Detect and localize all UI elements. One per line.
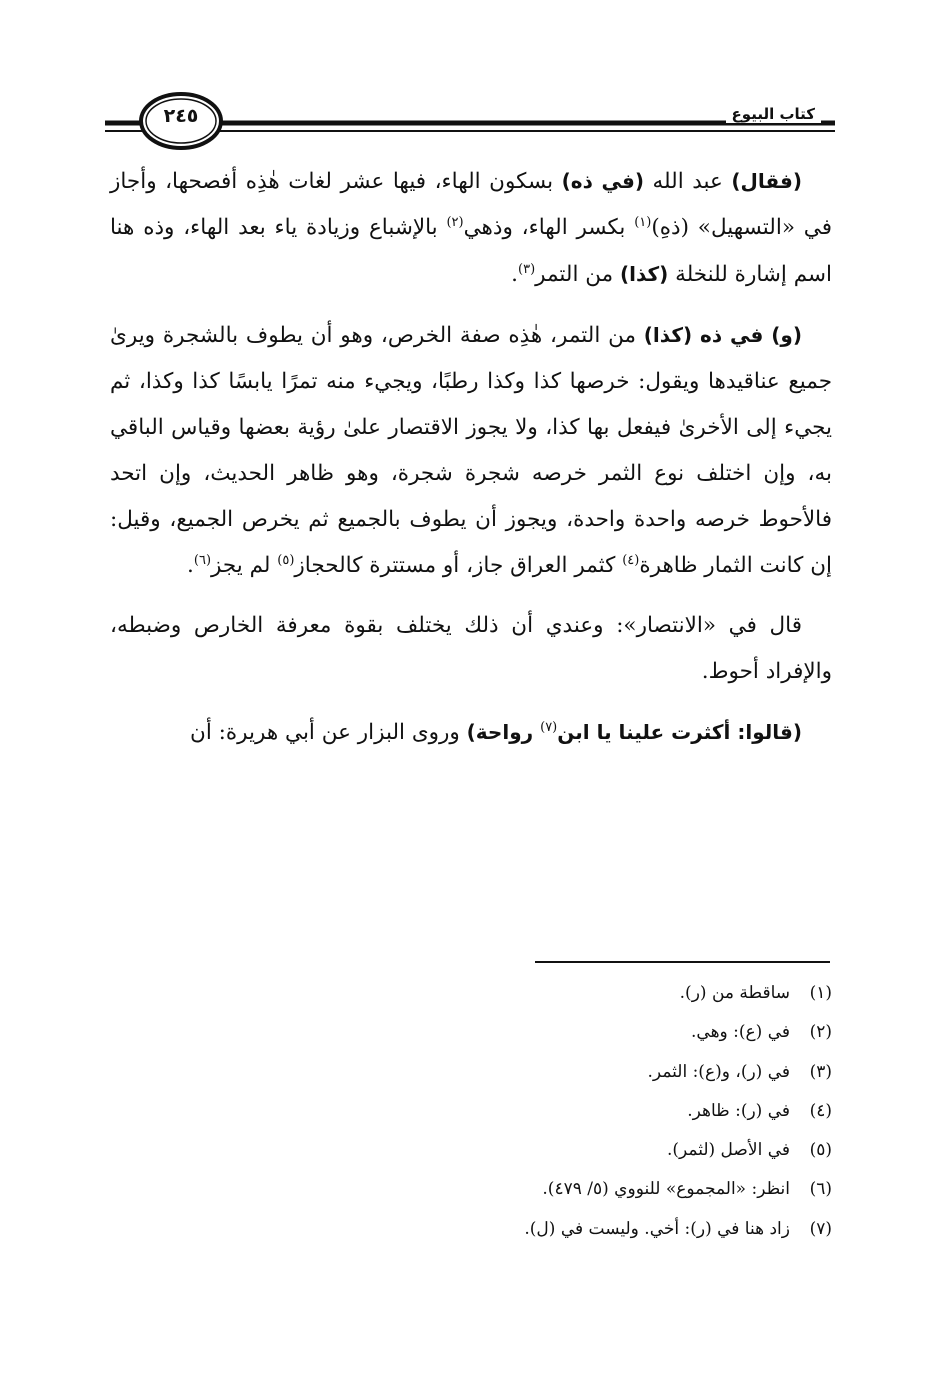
text-run: عبد الله — [643, 169, 732, 194]
footnote-ref: (٣) — [518, 261, 536, 277]
footnote-item — [110, 1013, 832, 1052]
bold-term: (في ذه) — [561, 169, 644, 193]
footnote-ref: (٤) — [622, 552, 640, 568]
footnote-item — [110, 1053, 832, 1092]
footnote-text: في (ر)، و(ع): الثمر. — [647, 1061, 790, 1082]
text-run: وروى البزار عن أبي هريرة: أن — [190, 720, 467, 745]
bold-term: (و) في ذه (كذا) — [643, 323, 802, 347]
text-run: . — [511, 262, 518, 287]
footnote-number: (٧) — [809, 1218, 832, 1239]
footnote-text: في (ع): وهي. — [691, 1022, 790, 1043]
text-run: . — [187, 553, 194, 578]
header-ornament-rule — [105, 92, 835, 162]
footnote-separator — [535, 961, 830, 963]
footnote-ref: (٢) — [446, 214, 464, 230]
text-run: بسكون الهاء، فيها عشر لغات هٰذِه أفصحها، وأجاز في «التسهيل» (ذهِ) — [110, 169, 832, 240]
text-run: من التمر — [535, 262, 620, 287]
footnote-text: زاد هنا في (ر): أخي. وليست في (ل). — [524, 1218, 790, 1239]
footnote-text: في الأصل (لثمر). — [666, 1140, 790, 1161]
footnote-text: في (ر): ظاهر. — [687, 1100, 790, 1121]
bold-term: (قالوا: أكثرت علينا يا ابن — [557, 720, 802, 744]
footnote-text: انظر: «المجموع» للنووي (٥/ ٤٧٩). — [542, 1179, 790, 1200]
footnote-ref: (١) — [634, 214, 652, 230]
footnote-ref: (٧) — [540, 719, 558, 735]
paragraph — [110, 158, 832, 298]
page-number: ٢٤٥ — [163, 105, 199, 127]
text-run: بالإشباع وزيادة ياء بعد الهاء، وذه هنا اسم إشارة للنخلة — [110, 215, 832, 287]
footnote-item — [110, 974, 832, 1013]
footnotes — [110, 974, 832, 1249]
main-text — [110, 158, 832, 770]
footnote-number: (٦) — [809, 1179, 832, 1200]
bold-term: (فقال) — [731, 169, 802, 193]
footnote-item — [110, 1210, 832, 1249]
footnote-text: ساقطة من (ر). — [679, 983, 790, 1003]
paragraph — [110, 312, 832, 589]
text-run: لم يجز — [211, 553, 278, 578]
text-run: بكسر الهاء، وذهي — [463, 215, 635, 240]
footnote-number: (٢) — [809, 1022, 832, 1043]
paragraph — [110, 709, 832, 756]
footnote-item — [110, 1170, 832, 1209]
bold-term: (كذا) — [620, 262, 669, 286]
book-title: كتاب البيوع — [726, 105, 821, 123]
footnote-number: (١) — [809, 983, 832, 1003]
text-run: قال في «الانتصار»: وعندي أن ذلك يختلف بقوة معرفة الخارص وضبطه، والإفراد أحوط. — [110, 613, 832, 684]
paragraph — [110, 603, 832, 695]
text-run: من التمر، هٰذِه صفة الخرص، وهو أن يطوف بالشجرة ويرىٰ جميع عناقيدها ويقول: خرصها كذا وكذا رطبًا، ويجيء منه تمرًا يابسًا كذا وكذا، ثم يجيء إلى الأخرىٰ فيفعل بها كذا، ولا يجوز الاقتصار علىٰ رؤية بعضها وقياس الباقي به، وإن اختلف نوع الثمر خرصه شجرة شجرة، وهو ظاهر الحديث، وإن اتحد فالأحوط خرصه واحدة واحدة، ويجوز أن يطوف بالجميع ثم يخرص الجميع، وقيل: إن كانت الثمار ظاهرة — [110, 323, 832, 578]
footnote-number: (٤) — [809, 1100, 832, 1121]
page-header — [105, 92, 835, 162]
footnote-item — [110, 1131, 832, 1170]
footnote-number: (٥) — [809, 1140, 832, 1161]
footnote-ref: (٥) — [277, 552, 295, 568]
bold-term: رواحة) — [466, 720, 541, 744]
text-run: كثمر العراق جاز، أو مستترة كالحجاز — [294, 553, 623, 578]
footnote-number: (٣) — [809, 1061, 832, 1082]
footnote-ref: (٦) — [193, 552, 212, 568]
footnote-item — [110, 1092, 832, 1131]
